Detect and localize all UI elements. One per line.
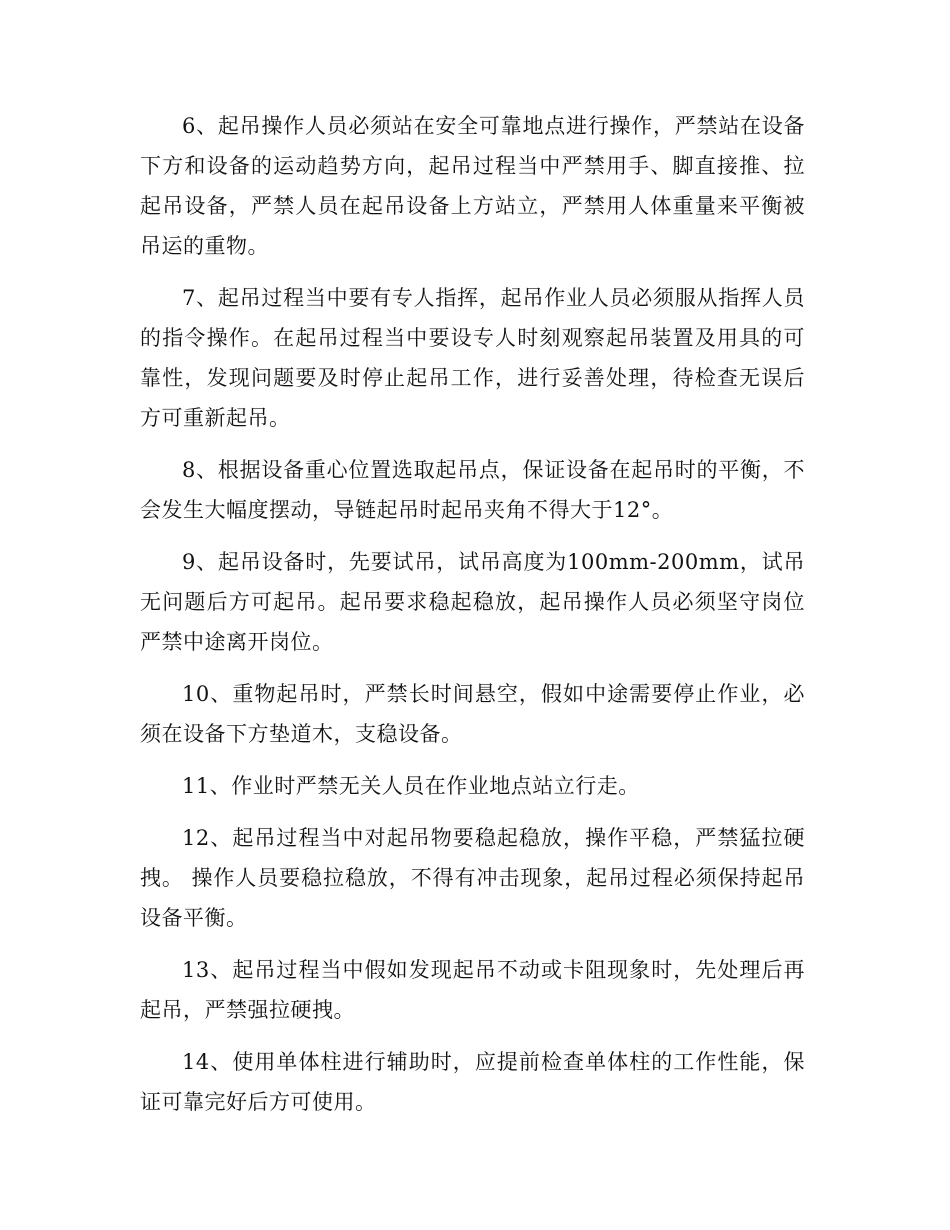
paragraph-13: 13、起吊过程当中假如发现起吊不动或卡阻现象时，先处理后再起吊，严禁强拉硬拽。 <box>140 958 805 1022</box>
paragraph-10: 10、重物起吊时，严禁长时间悬空，假如中途需要停止作业，必须在设备下方垫道木，支稳设备。 <box>140 682 805 746</box>
paragraph-7: 7、起吊过程当中要有专人指挥，起吊作业人员必须服从指挥人员的指令操作。在起吊过程当中要设专人时刻观察起吊装置及用具的可靠性，发现问题要及时停止起吊工作，进行妥善处理，待检查无误后方可重新起吊。 <box>140 286 805 430</box>
paragraph-12: 12、起吊过程当中对起吊物要稳起稳放，操作平稳，严禁猛拉硬拽。 操作人员要稳拉稳放，不得有冲击现象，起吊过程必须保持起吊设备平衡。 <box>140 826 805 930</box>
paragraph-11: 11、作业时严禁无关人员在作业地点站立行走。 <box>182 774 640 798</box>
paragraph-9: 9、起吊设备时，先要试吊，试吊高度为100mm-200mm，试吊无问题后方可起吊。起吊要求稳起稳放，起吊操作人员必须坚守岗位严禁中途离开岗位。 <box>140 550 805 654</box>
paragraph-8: 8、根据设备重心位置选取起吊点，保证设备在起吊时的平衡，不会发生大幅度摆动，导链起吊时起吊夹角不得大于12°。 <box>140 458 805 522</box>
paragraph-14: 14、使用单体柱进行辅助时，应提前检查单体柱的工作性能，保证可靠完好后方可使用。 <box>140 1050 805 1114</box>
document-page <box>140 106 805 1134</box>
paragraph-6: 6、起吊操作人员必须站在安全可靠地点进行操作，严禁站在设备下方和设备的运动趋势方向，起吊过程当中严禁用手、脚直接推、拉起吊设备，严禁人员在起吊设备上方站立，严禁用人体重量来平衡被吊运的重物。 <box>140 114 805 258</box>
